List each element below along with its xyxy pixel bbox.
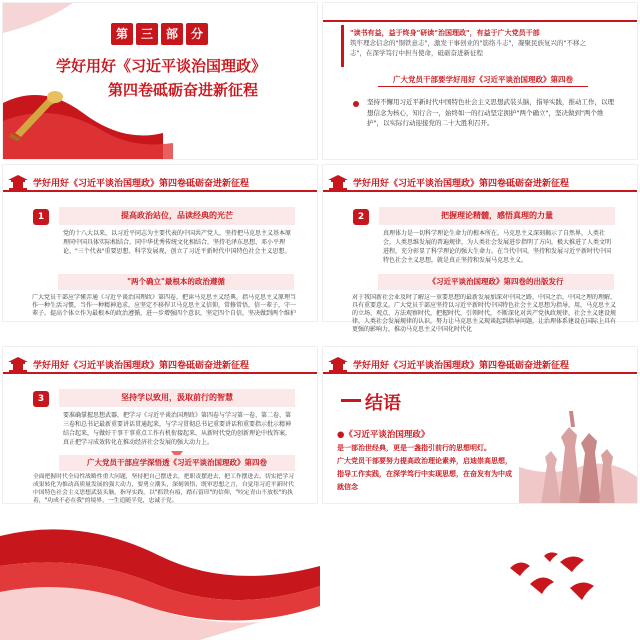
section-number: 2 bbox=[353, 209, 369, 225]
header-title: 学好用好《习近平谈治国理政》第四卷砥砺奋进新征程 bbox=[33, 179, 250, 189]
part-char: 三 bbox=[136, 23, 158, 45]
sub-text: 广大党员干部应学懂弄通《习近平谈治国理政》第四卷，把读马克思主义经典，指马克思主义原理当作一种生活习惯，当作一种精神追求，应坚定不移捍卫马克思主义信仰，常修常悟，信一辈子，守一辈子。提高个体立作为最根本的政治遵循，进一步增强四个意识，坚定四个自信，坚决做到两个维护 bbox=[32, 294, 297, 317]
header-line bbox=[3, 190, 318, 192]
header-line bbox=[323, 20, 638, 22]
sub-text: 对于我国新社会业及时了解这一重要思想的最新发展加深对中国之路，中国之治，中国之理的理解，具有重要意义。广大党员干部应坚持以习近平新时代中国特色社会主义思想为指导，用，马克思主义的立场、观点、方法观察时代，把握时代，引领时代，不断深化对共产党执政规律，社会主义建设规律，人类社会发展规律的认识，努力让马克思主义现谈起到指导问题，让治理体系建设在国际上具有更强的影响力，推动马克思主义中国化时代化 bbox=[352, 294, 617, 333]
section-number: 1 bbox=[33, 209, 49, 225]
header-line bbox=[323, 190, 638, 192]
section-title: 提高政治站位，品读经典的光芒 bbox=[59, 207, 295, 225]
slide-section-2-lower bbox=[322, 274, 638, 344]
quote-line: "读书有益，益于终身"研读"治国理政"，有益于广大党员干部 bbox=[350, 29, 540, 37]
part-char: 第 bbox=[111, 23, 133, 45]
slide-header bbox=[3, 173, 318, 195]
flag-icon bbox=[0, 526, 320, 640]
pagoda-icon bbox=[7, 175, 29, 190]
title-accent-bar bbox=[341, 399, 361, 402]
sub-title: "两个确立"最根本的政治遵循 bbox=[58, 274, 294, 290]
pagoda-icon bbox=[7, 357, 29, 372]
section-text: 真理体力是一切科学理论生命力的根本所在。马克思主义深刻揭示了自然界，人类社会，人类思维发展的普遍规律，为人类社会发展进步指明了方向，极大推进了人类文明进程，充分彰显了科学理论的强大生命力。在当代中国，坚持和发展习近平新时代中国特色社会主义思想，就是真正坚持和发展马克思主义。 bbox=[383, 230, 612, 264]
slide-section-1-lower bbox=[2, 274, 318, 344]
conclusion-line: 是一部治世经典，更是一盏指引前行的思想明灯。 bbox=[337, 444, 491, 452]
sub-label: 广大党员干部要学好用好《习近平谈治国理政》第四卷 bbox=[378, 73, 588, 87]
conclusion-title: 结语 bbox=[365, 393, 401, 414]
pagoda-icon bbox=[327, 357, 349, 372]
part-char: 分 bbox=[186, 23, 208, 45]
statue-icon bbox=[519, 407, 637, 504]
header-title: 学好用好《习近平谈治国理政》第四卷砥砺奋进新征程 bbox=[353, 179, 570, 189]
cover-subtitle: 第四卷砥砺奋进新征程 bbox=[107, 81, 258, 99]
sub-text: 全面把握时代全局性战略性重大问题，坚持把自己摆进去，把职责摆进去，把工作摆进去。切实把学习成果转化为推动高质量发展的强大动力，要勇立潮头，深刻领悟，既审思想之言，自觉用习近平新时代中国特色社会主义思想武装头脑，指导实践，以"抓铁有痕，踏石留印"的信仰，"咬定青山不放松"的执着，"功成不必在我"的境界，一生追随半党，忠诚于党。 bbox=[33, 474, 294, 504]
slide-header bbox=[323, 355, 638, 377]
slide-header bbox=[3, 355, 318, 377]
quote-box bbox=[341, 25, 631, 67]
slide-section-3[interactable] bbox=[2, 346, 318, 504]
slide-header bbox=[323, 3, 638, 25]
trumpet-icon bbox=[7, 89, 67, 141]
header-title: 学好用好《习近平谈治国理政》第四卷砥砺奋进新征程 bbox=[353, 361, 570, 371]
sub-title: 广大党员干部应学深悟透《习近平谈治国理政》第四卷 bbox=[59, 455, 295, 471]
quote-line: 志"，在深学笃行中担当使命，砥砺奋进新征程 bbox=[350, 49, 483, 57]
slide-header bbox=[323, 173, 638, 195]
header-line bbox=[323, 372, 638, 374]
part-char: 部 bbox=[161, 23, 183, 45]
header-title: 学好用好《习近平谈治国理政》第四卷砥砺奋进新征程 bbox=[33, 361, 250, 371]
conclusion-line: 广大党员干部要努力提高政治理论素养，启迪崇高思想，指导工作实践，在深学笃行中实现思想，在奋发有为中成就信念 bbox=[337, 457, 512, 491]
header-line bbox=[3, 372, 318, 374]
pagoda-icon bbox=[327, 175, 349, 190]
slide-quote[interactable] bbox=[322, 2, 638, 160]
part-label bbox=[111, 23, 208, 45]
section-number: 3 bbox=[33, 391, 49, 407]
bullet-icon bbox=[353, 101, 359, 107]
conclusion-lead: ●《习近平谈治国理政》 bbox=[337, 430, 430, 440]
section-title: 坚持学以致用，汲取前行的智慧 bbox=[59, 389, 295, 407]
section-title: 把握理论精髓，感悟真理的力量 bbox=[379, 207, 615, 225]
section-text: 要准确掌握思想武器，把学习《习近平谈治国理政》第四卷与学习第一卷、第二卷、第三卷和总书记最新重要讲话贯通起来，与学习贯彻总书记重要讲话和重要指示批示精神结合起来，与做好干事干事重点工作有机衔接起来，从新时代党的创新理论中找答案，真正把学习成效转化在推动经济社会发展的强大动力上。 bbox=[63, 412, 292, 446]
sub-title: 《习近平谈治国理政》第四卷的出版发行 bbox=[378, 274, 614, 290]
slide-conclusion[interactable] bbox=[322, 346, 638, 504]
quote-line: 筑牢理念信念的"铜铁意志"，激发干事创业的"筋络斗志"，凝聚民族复兴的"不移之 bbox=[350, 39, 586, 47]
cover-title: 学好用好《习近平谈治国理政》 bbox=[55, 57, 266, 75]
slide-cover[interactable] bbox=[2, 2, 318, 160]
body-text: 坚持不懈用习近平新时代中国特色社会主义思想武装头脑，指导实践，推动工作，以理想信念为核心，知行合一，始终如一的行动坚定拥护"两个确立"，坚决做到"两个维护"，以实际行动迎接党的二十大胜利召开。 bbox=[367, 98, 614, 127]
dove-icon bbox=[500, 548, 600, 608]
section-text: 党的十八大以来，以习近平同志为主要代表的中国共产党人，坚持把马克思主义基本原理同中国具体实际相结合、同中华优秀传统文化相结合，坚持毛泽东思想、邓小平理论、"三个代表"重要思想、科学发展观，创立了习近平新时代中国特色社会主义思想。 bbox=[63, 230, 292, 255]
conclusion-text bbox=[337, 429, 517, 494]
